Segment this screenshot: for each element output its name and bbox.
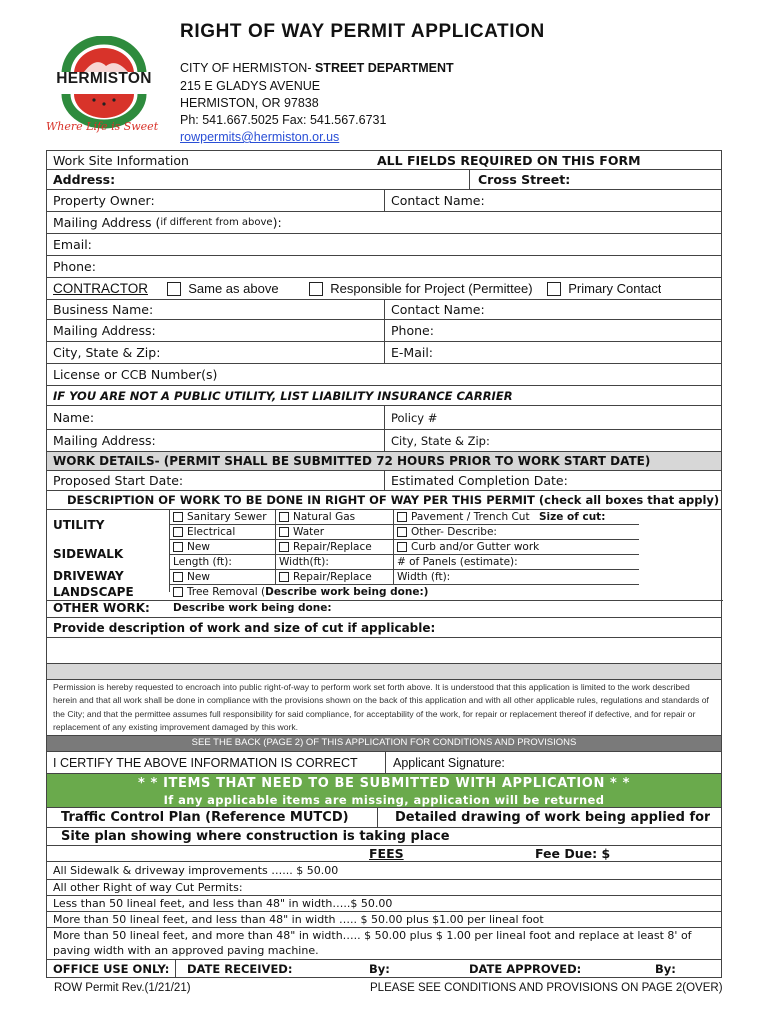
work-details-header-row <box>46 452 722 471</box>
description-blank-row[interactable] <box>46 638 722 664</box>
other-describe-work-label[interactable]: Describe work being done: <box>173 602 332 614</box>
provide-description-label: Provide description of work and size of cut if applicable: <box>53 620 436 635</box>
see-back-row <box>46 736 722 752</box>
address-line-1: 215 E GLADYS AVENUE <box>180 79 321 93</box>
driveway-repair-label: Repair/Replace <box>293 571 372 583</box>
insurance-city-label[interactable]: City, State & Zip: <box>391 433 490 448</box>
phone-row[interactable] <box>46 256 722 278</box>
certify-row <box>46 752 722 774</box>
property-owner-label[interactable]: Property Owner: <box>53 193 155 208</box>
insurance-mailing-label[interactable]: Mailing Address: <box>53 433 156 448</box>
pavement-trench-option[interactable] <box>397 511 530 523</box>
dates-row <box>46 471 722 491</box>
address-label: Address: <box>53 172 116 187</box>
other-describe-option[interactable] <box>397 526 497 538</box>
mailing-address-row[interactable] <box>46 212 722 234</box>
business-name-row <box>46 300 722 320</box>
fee-line-4 <box>46 912 722 928</box>
grey-divider-row <box>46 664 722 680</box>
logo-state: OREGON <box>81 87 127 93</box>
work-details-heading: WORK DETAILS- (PERMIT SHALL BE SUBMITTED 72 HOURS PRIOR TO WORK START DATE) <box>53 454 651 468</box>
insurance-mailing-row <box>46 430 722 452</box>
mailing-address-note: if different from above <box>160 217 273 228</box>
fee-line-2-text: All other Right of way Cut Permits: <box>53 881 243 894</box>
certify-text: I CERTIFY THE ABOVE INFORMATION IS CORRECT <box>53 755 358 770</box>
responsible-checkbox[interactable] <box>309 282 323 296</box>
footer-revision: ROW Permit Rev.(1/21/21) <box>54 982 191 994</box>
cross-street-label: Cross Street: <box>478 172 571 187</box>
sanitary-sewer-option[interactable] <box>173 511 267 523</box>
start-date-label[interactable]: Proposed Start Date: <box>53 473 184 488</box>
water-label: Water <box>293 526 325 538</box>
department-line <box>180 61 454 75</box>
sidewalk-repair-option[interactable] <box>279 541 372 553</box>
curb-gutter-option[interactable] <box>397 541 539 553</box>
worksite-heading: Work Site Information <box>53 152 189 168</box>
contractor-mailing-row <box>46 320 722 342</box>
permission-row <box>46 680 722 736</box>
completion-date-label[interactable]: Estimated Completion Date: <box>391 473 568 488</box>
driveway-new-option[interactable] <box>173 571 210 583</box>
driveway-repair-option[interactable] <box>279 571 372 583</box>
mailing-address-end: ): <box>272 215 282 230</box>
items-subheading: If any applicable items are missing, application will be returned <box>163 793 605 807</box>
detailed-drawing-item: Detailed drawing of work being applied for <box>395 810 711 825</box>
sidewalk-label: SIDEWALK <box>53 547 124 561</box>
panels-label[interactable]: # of Panels (estimate): <box>397 556 518 568</box>
other-describe-label: Other- Describe: <box>411 526 497 538</box>
sidewalk-new-label: New <box>187 541 210 553</box>
same-as-above-checkbox[interactable] <box>167 282 181 296</box>
by-label-2: By: <box>655 961 676 976</box>
mailing-address-label <box>47 212 282 233</box>
contractor-heading: CONTRACTOR <box>53 281 149 296</box>
license-label: License or CCB Number(s) <box>53 367 218 382</box>
email-link[interactable]: rowpermits@hermiston.or.us <box>180 130 340 144</box>
natural-gas-label: Natural Gas <box>293 511 356 523</box>
sanitary-sewer-label: Sanitary Sewer <box>187 511 267 523</box>
same-as-above-option[interactable] <box>161 278 279 299</box>
primary-contact-checkbox[interactable] <box>547 282 561 296</box>
water-option[interactable] <box>279 526 324 538</box>
site-plan-item: Site plan showing where construction is taking place <box>61 829 450 844</box>
driveway-label: DRIVEWAY <box>53 569 124 583</box>
fees-header-row <box>46 846 722 862</box>
electrical-label: Electrical <box>187 526 236 538</box>
by-label-1: By: <box>369 961 390 976</box>
contact-name-label[interactable]: Contact Name: <box>391 193 485 208</box>
contractor-city-label[interactable]: City, State & Zip: <box>53 345 161 360</box>
department-name: STREET DEPARTMENT <box>314 61 454 75</box>
address-row <box>46 170 722 190</box>
pavement-trench-label: Pavement / Trench Cut <box>411 511 530 523</box>
worksite-header-row <box>46 150 722 170</box>
width-label[interactable]: Width(ft): <box>279 556 329 568</box>
sidewalk-repair-label: Repair/Replace <box>293 541 372 553</box>
insurance-header-row <box>46 386 722 406</box>
tree-removal-option[interactable] <box>173 586 428 598</box>
primary-contact-label: Primary Contact <box>568 281 662 296</box>
business-name-label[interactable]: Business Name: <box>53 302 154 317</box>
fee-line-1-text: All Sidewalk & driveway improvements …... $ 50.00 <box>53 864 339 877</box>
description-heading: DESCRIPTION OF WORK TO BE DONE IN RIGHT OF WAY PER THIS PERMIT (check all boxes that apply) <box>67 493 720 507</box>
tree-removal-label: Tree Removal ( <box>187 586 266 598</box>
driveway-width-label[interactable]: Width (ft): <box>397 571 451 583</box>
size-of-cut-label: Size of cut: <box>539 511 606 523</box>
fees-heading: FEES <box>369 846 404 861</box>
work-type-grid <box>46 510 722 618</box>
insurance-name-row <box>46 406 722 430</box>
traffic-control-item: Traffic Control Plan (Reference MUTCD) <box>61 810 349 825</box>
items-row-2 <box>46 828 722 846</box>
items-heading: * * ITEMS THAT NEED TO BE SUBMITTED WITH APPLICATION * * <box>138 776 630 791</box>
fee-line-3 <box>46 896 722 912</box>
curb-gutter-label: Curb and/or Gutter work <box>411 541 540 553</box>
fee-line-5a-text: More than 50 lineal feet, and more than 48" in width….. $ 50.00 plus $ 1.00 per lineal foot and replace at least 8' of <box>53 929 692 942</box>
responsible-label: Responsible for Project (Permittee) <box>330 281 533 296</box>
logo-tagline: Where Life is Sweet <box>46 120 159 133</box>
department-prefix: CITY OF HERMISTON- <box>180 61 315 75</box>
address-line-2: HERMISTON, OR 97838 <box>180 96 319 110</box>
description-heading-row <box>46 491 722 510</box>
fee-line-4-text: More than 50 lineal feet, and less than 48" in width ….. $ 50.00 plus $1.00 per lineal foot <box>53 913 544 926</box>
contractor-header-row <box>46 278 722 300</box>
fee-line-5 <box>46 928 722 960</box>
fee-line-3-text: Less than 50 lineal feet, and less than 48" in width…..$ 50.00 <box>53 897 393 910</box>
mailing-address-text: Mailing Address ( <box>53 215 161 230</box>
permission-text: Permission is hereby requested to encroach into public right-of-way to perform work set forth above. It is understood that this application is limited to the work described herein and that all work shall be done in compliance with the provisions shown on the back of this application and with all other applicable rules, regulations and standards of the City; and that the permittee assumes full responsibility for said compliance, for acceptability of the work, for repair or replacement thereof if defective, and for repair or replacement of any existing improvement damaged by this work. <box>53 682 709 733</box>
utility-label: UTILITY <box>53 518 105 532</box>
license-row[interactable] <box>46 364 722 386</box>
other-work-label: OTHER WORK: <box>53 601 150 615</box>
fee-line-5b-text: paving width with an approved paving machine. <box>53 944 319 957</box>
electrical-option[interactable] <box>173 526 235 538</box>
office-use-label: OFFICE USE ONLY: <box>53 961 170 976</box>
natural-gas-option[interactable] <box>279 511 355 523</box>
driveway-new-label: New <box>187 571 210 583</box>
insurance-name-label[interactable]: Name: <box>53 410 95 425</box>
contractor-contact-label[interactable]: Contact Name: <box>391 302 485 317</box>
date-approved-label: DATE APPROVED: <box>469 961 582 976</box>
fee-line-1 <box>46 862 722 880</box>
office-use-row <box>46 960 722 978</box>
email-row[interactable] <box>46 234 722 256</box>
policy-label[interactable]: Policy # <box>391 410 438 425</box>
property-owner-row <box>46 190 722 212</box>
insurance-heading: IF YOU ARE NOT A PUBLIC UTILITY, LIST LIABILITY INSURANCE CARRIER <box>53 388 513 403</box>
landscape-label: LANDSCAPE <box>53 585 134 599</box>
items-header-row <box>46 774 722 808</box>
signature-label[interactable]: Applicant Signature: <box>393 755 505 770</box>
see-back-text: SEE THE BACK (PAGE 2) OF THIS APPLICATION FOR CONDITIONS AND PROVISIONS <box>191 737 577 748</box>
items-row-1 <box>46 808 722 828</box>
phone-fax: Ph: 541.667.5025 Fax: 541.567.6731 <box>180 113 387 127</box>
footer-notice: PLEASE SEE CONDITIONS AND PROVISIONS ON PAGE 2(OVER) <box>370 982 723 994</box>
logo-name: HERMISTON <box>56 70 152 87</box>
phone-label: Phone: <box>53 259 96 274</box>
fee-due-label[interactable]: Fee Due: $ <box>535 846 611 861</box>
tree-describe-label: Describe work being done:) <box>265 586 429 598</box>
page-title: RIGHT OF WAY PERMIT APPLICATION <box>180 21 545 42</box>
length-label[interactable]: Length (ft): <box>173 556 232 568</box>
provide-description-row[interactable] <box>46 618 722 638</box>
email-label: Email: <box>53 237 92 252</box>
same-as-above-label: Same as above <box>188 281 279 296</box>
contractor-email-label[interactable]: E-Mail: <box>391 345 434 360</box>
responsible-option[interactable] <box>303 278 533 299</box>
required-note: ALL FIELDS REQUIRED ON THIS FORM <box>377 152 641 168</box>
primary-contact-option[interactable] <box>541 278 661 299</box>
contractor-mailing-label[interactable]: Mailing Address: <box>53 323 156 338</box>
contractor-city-row <box>46 342 722 364</box>
fee-line-2 <box>46 880 722 896</box>
date-received-label: DATE RECEIVED: <box>187 961 293 976</box>
sidewalk-new-option[interactable] <box>173 541 210 553</box>
contractor-phone-label[interactable]: Phone: <box>391 323 434 338</box>
